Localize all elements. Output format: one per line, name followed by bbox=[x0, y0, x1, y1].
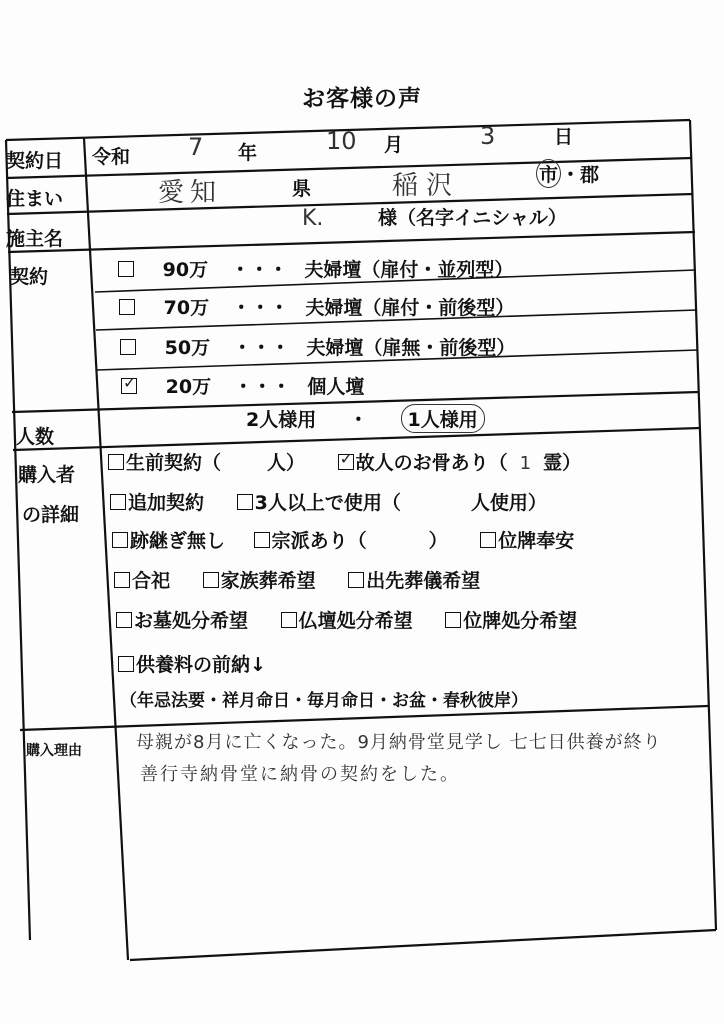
checkbox-ihai-shobun[interactable] bbox=[445, 612, 461, 628]
contract-option-50[interactable] bbox=[120, 333, 515, 360]
contract-date-label: 契約日 bbox=[6, 150, 64, 172]
checkbox-shussaki[interactable] bbox=[348, 572, 364, 588]
shuha-suffix: ） bbox=[428, 530, 448, 552]
era-label: 令和 bbox=[92, 146, 131, 168]
price-50: 50万 bbox=[164, 337, 211, 359]
contract-label: 契約 bbox=[10, 266, 49, 288]
kazokusou-text: 家族葬希望 bbox=[220, 570, 316, 592]
desc-70: 夫婦壇（扉付・前後型） bbox=[305, 297, 515, 319]
checkbox-ihai-hoan[interactable] bbox=[480, 532, 496, 548]
dots-90: ・・・ bbox=[230, 259, 288, 281]
people-label: 人数 bbox=[16, 426, 55, 448]
kuyouryou-text: 供養料の前納↓ bbox=[136, 654, 266, 676]
dots-20: ・・・ bbox=[233, 376, 291, 398]
checkbox-seizen[interactable] bbox=[108, 454, 124, 470]
dots-70: ・・・ bbox=[231, 297, 289, 319]
checkbox-tsuika[interactable] bbox=[110, 494, 126, 510]
year-value[interactable]: 7 bbox=[188, 133, 204, 161]
details-label-line2: の詳細 bbox=[22, 504, 80, 526]
sannin-text: 3人以上で使用（ bbox=[254, 492, 401, 514]
tsuika-text: 追加契約 bbox=[128, 492, 205, 514]
atotsugi-text: 跡継ぎ無し bbox=[130, 530, 226, 552]
kojin-kotsu-count[interactable]: 1 bbox=[519, 453, 532, 474]
city-unit-wrap bbox=[536, 159, 599, 188]
price-20: 20万 bbox=[165, 376, 212, 398]
option-one-people-selected[interactable]: 1人様用 bbox=[401, 404, 485, 433]
day-value[interactable]: 3 bbox=[480, 122, 496, 150]
reason-line1[interactable]: 母親が8月に亡くなった。9月納骨堂見学し 七七日供養が終り bbox=[136, 732, 662, 753]
prefecture-unit: 県 bbox=[292, 178, 312, 200]
city-value[interactable]: 稲沢 bbox=[392, 171, 461, 201]
kojin-kotsu-suffix: 霊） bbox=[543, 452, 582, 474]
shuha-text: 宗派あり（ bbox=[271, 530, 367, 552]
reason-line2[interactable]: 善行寺納骨堂に納骨の契約をした。 bbox=[140, 764, 460, 785]
kojin-kotsu-text: 故人のお骨あり（ bbox=[355, 452, 508, 474]
details-row-5 bbox=[116, 606, 577, 633]
checkbox-kazokusou[interactable] bbox=[203, 572, 219, 588]
checkbox-90[interactable] bbox=[118, 261, 134, 277]
day-unit: 日 bbox=[554, 126, 574, 148]
city-unit-circled: 市 bbox=[536, 159, 561, 188]
owner-initial-value[interactable]: K. bbox=[302, 206, 324, 231]
butsudan-text: 仏壇処分希望 bbox=[298, 610, 413, 632]
details-row-2 bbox=[110, 488, 547, 515]
checkbox-kuyouryou[interactable] bbox=[118, 656, 134, 672]
checkbox-atotsugi[interactable] bbox=[112, 532, 128, 548]
gun-unit: ・郡 bbox=[561, 164, 600, 186]
details-note: （年忌法要・祥月命日・毎月命日・お盆・春秋彼岸） bbox=[120, 691, 528, 711]
price-90: 90万 bbox=[162, 259, 209, 281]
shussaki-text: 出先葬儀希望 bbox=[366, 570, 481, 592]
desc-90: 夫婦壇（扉付・並列型） bbox=[304, 259, 514, 281]
details-label-line1: 購入者 bbox=[18, 464, 76, 486]
form-title: お客様の声 bbox=[302, 86, 422, 112]
contract-option-20[interactable] bbox=[121, 372, 364, 399]
checkbox-ohaka[interactable] bbox=[116, 612, 132, 628]
checkbox-goushi[interactable] bbox=[114, 572, 130, 588]
goushi-text: 合祀 bbox=[132, 570, 171, 592]
checkbox-shuha[interactable] bbox=[254, 532, 270, 548]
people-options bbox=[246, 404, 485, 433]
price-70: 70万 bbox=[163, 297, 210, 319]
year-unit: 年 bbox=[238, 142, 258, 164]
checkbox-70[interactable] bbox=[119, 299, 135, 315]
details-row-3 bbox=[112, 526, 574, 553]
details-row-4 bbox=[114, 566, 480, 593]
checkbox-butsudan[interactable] bbox=[281, 612, 297, 628]
checkbox-50[interactable] bbox=[120, 339, 136, 355]
checkbox-sannin[interactable] bbox=[237, 494, 253, 510]
sannin-suffix: 人使用） bbox=[470, 492, 547, 514]
ihai-hoan-text: 位牌奉安 bbox=[498, 530, 575, 552]
checkbox-20-checked[interactable] bbox=[121, 378, 137, 394]
owner-label: 施主名 bbox=[6, 228, 64, 250]
seizen-suffix: 人） bbox=[267, 452, 306, 474]
dots-50: ・・・ bbox=[232, 337, 290, 359]
option-two-people[interactable]: 2人様用 bbox=[246, 409, 317, 431]
contract-option-70[interactable] bbox=[119, 293, 514, 320]
people-separator: ・ bbox=[348, 409, 368, 431]
checkbox-kojin-kotsu-checked[interactable] bbox=[338, 454, 354, 470]
prefecture-value[interactable]: 愛知 bbox=[158, 178, 223, 208]
reason-label: 購入理由 bbox=[26, 743, 82, 759]
owner-suffix: 様（名字イニシャル） bbox=[378, 207, 567, 229]
details-row-6 bbox=[118, 650, 266, 677]
details-row-1 bbox=[108, 448, 581, 475]
desc-20: 個人壇 bbox=[307, 376, 365, 398]
month-value[interactable]: 10 bbox=[326, 127, 357, 155]
address-label: 住まい bbox=[6, 188, 64, 210]
ohaka-text: お墓処分希望 bbox=[134, 610, 249, 632]
ihai-shobun-text: 位牌処分希望 bbox=[463, 610, 578, 632]
seizen-text: 生前契約（ bbox=[126, 452, 222, 474]
month-unit: 月 bbox=[384, 134, 404, 156]
contract-option-90[interactable] bbox=[118, 255, 513, 282]
desc-50: 夫婦壇（扉無・前後型） bbox=[306, 337, 516, 359]
